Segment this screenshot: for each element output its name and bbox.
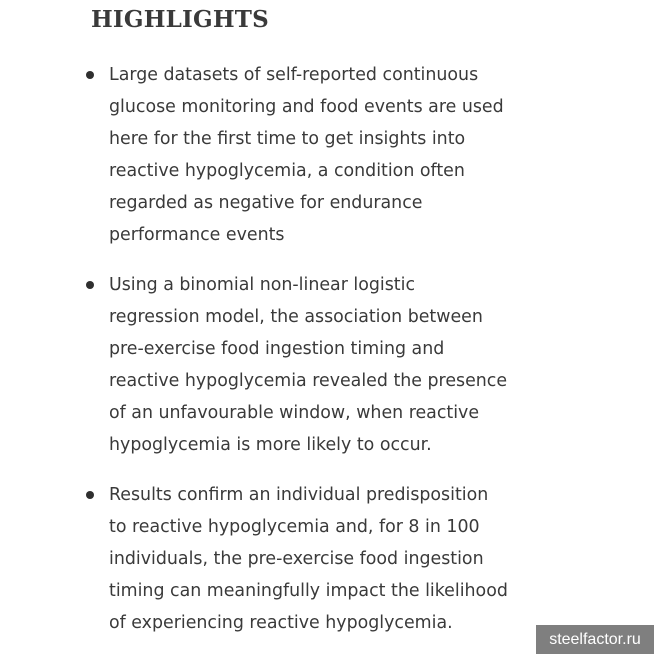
bullet-icon (86, 71, 94, 79)
bullet-icon (86, 491, 94, 499)
list-item (0, 479, 509, 639)
list-item-text: Results confirm an individual predisposition to reactive hypoglycemia and, for 8 in 100 individuals, the pre-exercise food ingestion timing can meaningfully impact the likelihood of experiencing reactive hypoglycemia. (109, 485, 508, 633)
section-title: HIGHLIGHTS (91, 6, 269, 33)
list-item-text: Using a binomial non-linear logistic regression model, the association between pre-exercise food ingestion timing and reactive hypoglycemia revealed the presence of an unfavourable window, when reactive hypoglycemia is more likely to occur. (109, 275, 508, 455)
list-item (0, 59, 509, 251)
highlights-list (0, 59, 654, 657)
bullet-icon (86, 281, 94, 289)
watermark-label: steelfactor.ru (536, 625, 654, 654)
list-item (0, 269, 509, 461)
list-item-text: Large datasets of self-reported continuous glucose monitoring and food events are used here for the first time to get insights into reactive hypoglycemia, a condition often regarded as negative for endurance performance events (109, 65, 504, 245)
